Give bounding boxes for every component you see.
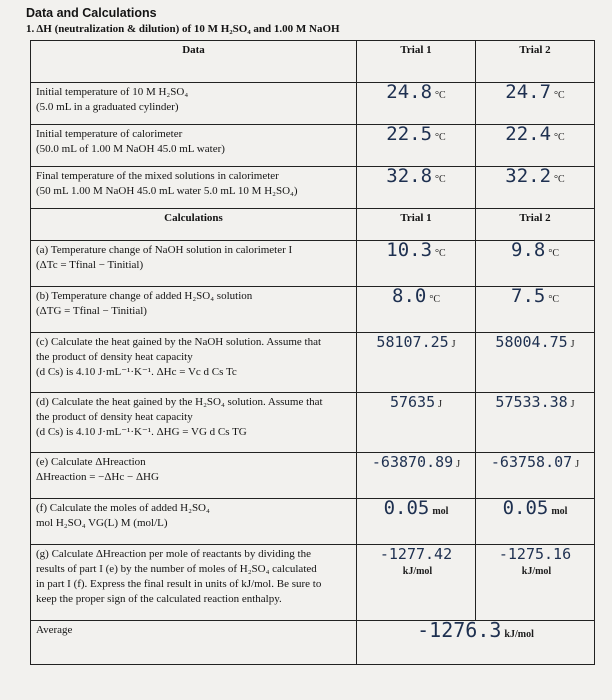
- unit-label: J: [438, 399, 443, 410]
- calc-header-row: [31, 209, 595, 241]
- col-data-header: Data: [31, 41, 357, 83]
- trial1-value: 10.3: [386, 239, 433, 261]
- unit-label: °C: [435, 248, 446, 259]
- trial1-value: -1277.42: [379, 545, 453, 563]
- row-detail: (ΔTG = Tfinal − Tinitial): [36, 305, 147, 317]
- row-detail: (d Cs) is 4.10 J·mL⁻¹·K⁻¹. ΔHG = VG d Cs TG: [36, 426, 247, 438]
- unit-label: J: [575, 459, 580, 470]
- table-row: [31, 125, 595, 167]
- col-trial2-header: Trial 2: [476, 41, 595, 83]
- trial2-value: -63758.07: [490, 453, 573, 471]
- unit-label: °C: [429, 294, 440, 305]
- row-detail: results of part I (e) by the number of moles of H₂SO₄ calculated: [36, 563, 317, 575]
- unit-label: J: [451, 339, 456, 350]
- unit-label: kJ/mol: [402, 566, 433, 577]
- unit-label: °C: [435, 90, 446, 101]
- average-unit: kJ/mol: [504, 629, 534, 640]
- row-label: Initial temperature of 10 M H₂SO₄: [36, 86, 189, 98]
- row-label: (a) Temperature change of NaOH solution in calorimeter I: [36, 244, 293, 256]
- unit-label: °C: [554, 174, 565, 185]
- section-subtitle: 1. ΔH (neutralization & dilution) of 10 M H₂SO₄ and 1.00 M NaOH: [26, 23, 340, 35]
- trial2-value: 22.4: [505, 123, 552, 145]
- row-detail: (d Cs) is 4.10 J·mL⁻¹·K⁻¹. ΔHc = Vc d Cs Tc: [36, 366, 237, 378]
- unit-label: J: [456, 459, 461, 470]
- unit-label: kJ/mol: [521, 566, 552, 577]
- unit-label: J: [570, 399, 575, 410]
- unit-label: °C: [435, 174, 446, 185]
- row-detail: in part I (f). Express the final result in units of kJ/mol. Be sure to: [36, 578, 322, 590]
- table-row: [31, 333, 595, 393]
- unit-label: °C: [554, 90, 565, 101]
- row-label: (d) Calculate the heat gained by the H₂SO₄ solution. Assume that: [36, 396, 323, 408]
- trial1-value: 58107.25: [376, 333, 449, 351]
- trial2-value: 24.7: [505, 81, 552, 103]
- row-label: (g) Calculate ΔHreaction per mole of reactants by dividing the: [36, 548, 311, 560]
- unit-label: °C: [435, 132, 446, 143]
- trial1-value: 22.5: [386, 123, 433, 145]
- row-label: (b) Temperature change of added H₂SO₄ solution: [36, 290, 253, 302]
- row-detail: the product of density heat capacity: [36, 411, 193, 423]
- row-detail: (50.0 mL of 1.00 M NaOH 45.0 mL water): [36, 143, 225, 155]
- table-row: [31, 499, 595, 545]
- trial2-value: 9.8: [511, 239, 546, 261]
- table-row: [31, 83, 595, 125]
- row-label: Final temperature of the mixed solutions in calorimeter: [36, 170, 279, 182]
- table-row: [31, 241, 595, 287]
- average-label: Average: [36, 624, 73, 636]
- unit-label: °C: [548, 248, 559, 259]
- trial1-value: 57635: [389, 393, 436, 411]
- unit-label: mol: [432, 506, 449, 517]
- trial1-value: -63870.89: [371, 453, 454, 471]
- unit-label: °C: [554, 132, 565, 143]
- trial2-value: 7.5: [511, 285, 546, 307]
- trial2-value: 58004.75: [495, 333, 568, 351]
- col-calc-header: Calculations: [31, 209, 357, 241]
- table-row: [31, 545, 595, 621]
- row-detail: (50 mL 1.00 M NaOH 45.0 mL water 5.0 mL 10 M H₂SO₄): [36, 185, 298, 197]
- row-detail: the product of density heat capacity: [36, 351, 193, 363]
- data-table: [30, 40, 595, 665]
- row-detail: ΔHreaction = −ΔHc − ΔHG: [36, 471, 159, 483]
- trial1-value: 8.0: [392, 285, 427, 307]
- row-detail: mol H₂SO₄ VG(L) M (mol/L): [36, 517, 168, 529]
- row-label: (f) Calculate the moles of added H₂SO₄: [36, 502, 210, 514]
- row-detail: (ΔTc = Tfinal − Tinitial): [36, 259, 144, 271]
- col-trial1-header: Trial 1: [357, 209, 476, 241]
- average-row: [31, 621, 595, 665]
- col-trial1-header: Trial 1: [357, 41, 476, 83]
- row-label: Initial temperature of calorimeter: [36, 128, 183, 140]
- table-row: [31, 167, 595, 209]
- trial1-value: 24.8: [386, 81, 433, 103]
- trial2-value: 32.2: [505, 165, 552, 187]
- row-label: (c) Calculate the heat gained by the NaOH solution. Assume that: [36, 336, 322, 348]
- table-row: [31, 287, 595, 333]
- unit-label: J: [570, 339, 575, 350]
- trial1-value: 0.05: [383, 497, 430, 519]
- trial2-value: 0.05: [502, 497, 549, 519]
- col-trial2-header: Trial 2: [476, 209, 595, 241]
- row-detail: keep the proper sign of the calculated reaction enthalpy.: [36, 593, 282, 605]
- trial1-value: 32.8: [386, 165, 433, 187]
- page-title: Data and Calculations: [26, 6, 157, 20]
- row-label: (e) Calculate ΔHreaction: [36, 456, 146, 468]
- table-header-row: [31, 41, 595, 83]
- trial2-value: -1275.16: [498, 545, 572, 563]
- average-value: -1276.3: [417, 618, 502, 642]
- unit-label: °C: [548, 294, 559, 305]
- table-row: [31, 453, 595, 499]
- row-detail: (5.0 mL in a graduated cylinder): [36, 101, 179, 113]
- trial2-value: 57533.38: [495, 393, 568, 411]
- table-row: [31, 393, 595, 453]
- unit-label: mol: [551, 506, 568, 517]
